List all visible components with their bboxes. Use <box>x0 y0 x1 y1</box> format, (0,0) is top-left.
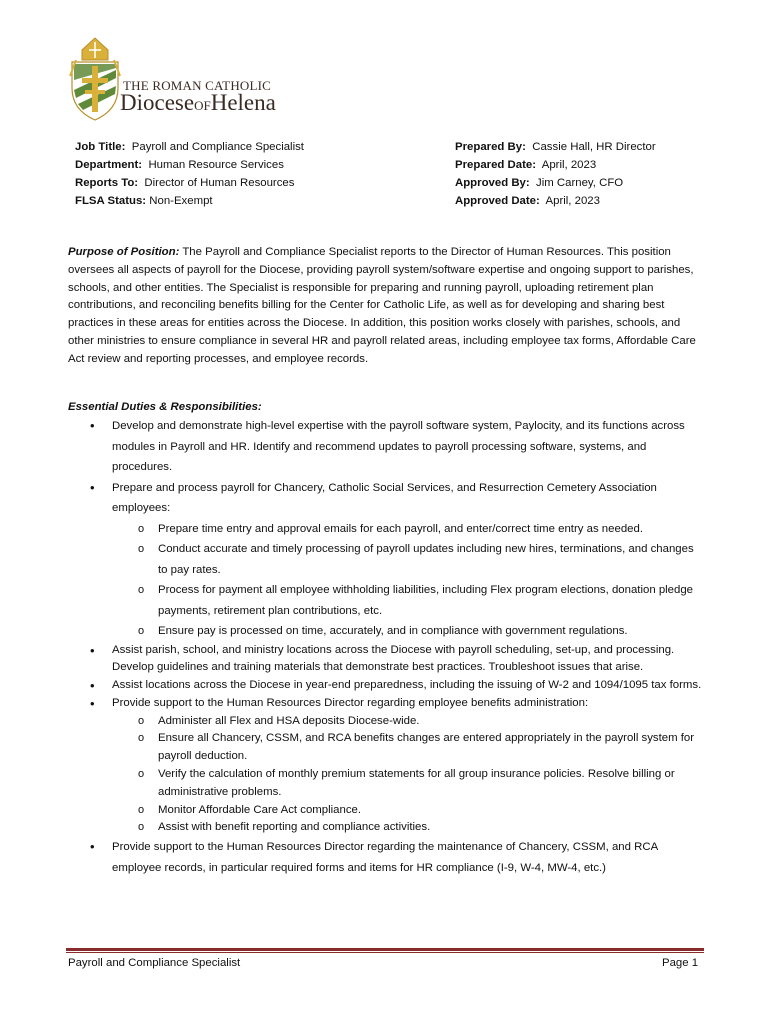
duty-subitem <box>112 580 702 621</box>
duty-text: Assist locations across the Diocese in year-end preparedness, including the issuing of W-2 and 1094/1095 tax forms. <box>112 679 702 692</box>
duty-item <box>68 677 702 695</box>
prepared-by-label: Prepared By: <box>455 141 526 153</box>
duty-text: Provide support to the Human Resources Director regarding the maintenance of Chancery, CSSM, and RCA employee records, in particular required forms and items for HR compliance (I-9, W-4, MW-4, etc.) <box>112 841 658 874</box>
logo-line-2 <box>120 90 276 116</box>
duty-item <box>68 837 702 878</box>
duty-subitem <box>112 802 702 820</box>
approved-by-row <box>455 174 656 192</box>
duty-item <box>68 416 702 478</box>
footer-rule <box>66 948 704 951</box>
header-right <box>455 138 656 210</box>
duty-subitem-text: Ensure all Chancery, CSSM, and RCA benefits changes are entered appropriately in the payroll system for payroll deduction. <box>158 732 695 763</box>
approved-by-label: Approved By: <box>455 177 530 189</box>
duty-text: Provide support to the Human Resources Director regarding employee benefits administration: <box>112 696 589 709</box>
duty-sublist <box>112 713 702 838</box>
prepared-by-row <box>455 138 656 156</box>
header-left <box>75 138 304 210</box>
approved-date-label: Approved Date: <box>455 195 540 207</box>
purpose-label: Purpose of Position: <box>68 246 180 258</box>
job-title-label: Job Title: <box>75 141 126 153</box>
logo-diocese: Diocese <box>120 90 195 115</box>
flsa-status-row <box>75 192 304 210</box>
job-title-value: Payroll and Compliance Specialist <box>131 141 304 153</box>
footer-title: Payroll and Compliance Specialist <box>68 957 241 969</box>
duty-subitem <box>112 621 702 642</box>
duty-subitem <box>112 819 702 837</box>
duty-subitem-text: Assist with benefit reporting and compliance activities. <box>158 821 431 834</box>
duty-subitem-text: Prepare time entry and approval emails for each payroll, and enter/correct time entry as needed. <box>158 522 643 535</box>
duty-text: Prepare and process payroll for Chancery, Catholic Social Services, and Resurrection Cemetery Association employees: <box>112 481 657 514</box>
duty-item <box>68 478 702 642</box>
prepared-date-label: Prepared Date: <box>455 159 537 171</box>
duty-subitem <box>112 730 702 766</box>
flsa-status-label: FLSA Status: <box>75 195 147 207</box>
diocese-logo <box>66 36 276 126</box>
duty-subitem-text: Ensure pay is processed on time, accurately, and in compliance with government regulations. <box>158 625 628 637</box>
duty-subitem-text: Administer all Flex and HSA deposits Diocese-wide. <box>158 714 420 727</box>
diocese-crest-icon <box>66 36 124 122</box>
purpose-text: The Payroll and Compliance Specialist reports to the Director of Human Resources. This position oversees all aspects of payroll for the Diocese, providing payroll system/software expertise and ongoing support to parishes, schools, and other entities. The Specialist is responsible for preparing and running payroll, uploading retirement plan contributions, and reconciling benefits billing for the Center for Catholic Life, as well as for developing and sharing best practices in these areas for entities across the Diocese. In addition, this position works closely with parishes, schools, and other ministries to ensure compliance in several HR and payroll related areas, including employee tax forms, Affordable Care Act review and reporting processes, and employee records. <box>68 246 696 365</box>
approved-by-value: Jim Carney, CFO <box>536 177 624 189</box>
duty-text: Develop and demonstrate high-level expertise with the payroll software system, Paylocity, and its functions across modules in Payroll and HR. Identify and recommend updates to payroll processing software, systems, and procedures. <box>112 420 685 473</box>
flsa-status-value: Non-Exempt <box>149 195 213 207</box>
duties-list <box>68 416 702 878</box>
duty-subitem-text: Process for payment all employee withholding liabilities, including Flex program elections, donation pledge payments, retirement plan contributions, etc. <box>158 584 694 617</box>
department-value: Human Resource Services <box>148 159 284 171</box>
prepared-date-value: April, 2023 <box>541 159 597 171</box>
logo-line-1: THE ROMAN CATHOLIC <box>123 78 272 93</box>
approved-date-value: April, 2023 <box>545 195 600 207</box>
duty-text: Assist parish, school, and ministry locations across the Diocese with payroll scheduling, set-up, and processing. Develop guidelines and training materials that demonstrate best practices. Troubleshoot issues that arise. <box>112 643 675 674</box>
department-label: Department: <box>75 159 143 171</box>
logo-of: OF <box>194 98 211 113</box>
prepared-date-row <box>455 156 656 174</box>
duty-subitem <box>112 519 702 540</box>
duty-subitem-text: Conduct accurate and timely processing of payroll updates including new hires, terminations, and changes to pay rates. <box>158 543 694 576</box>
reports-to-value: Director of Human Resources <box>144 177 295 189</box>
prepared-by-value: Cassie Hall, HR Director <box>532 141 656 153</box>
duty-subitem-text: Monitor Affordable Care Act compliance. <box>158 803 362 816</box>
job-title-row <box>75 138 304 156</box>
reports-to-row <box>75 174 304 192</box>
department-row <box>75 156 304 174</box>
duties-heading: Essential Duties & Responsibilities: <box>68 401 262 413</box>
duty-subitem <box>112 539 702 580</box>
duty-subitem <box>112 713 702 731</box>
duty-subitem <box>112 766 702 802</box>
footer-rule-thin <box>66 952 704 953</box>
reports-to-label: Reports To: <box>75 177 139 189</box>
page-number: Page 1 <box>662 957 699 969</box>
duty-item <box>68 695 702 837</box>
duty-subitem-text: Verify the calculation of monthly premium statements for all group insurance policies. Resolve billing or administrative problems. <box>158 768 675 798</box>
duty-item <box>68 642 702 678</box>
approved-date-row <box>455 192 656 210</box>
purpose-paragraph <box>68 244 702 369</box>
logo-city: Helena <box>210 90 276 115</box>
duty-sublist <box>112 519 702 642</box>
